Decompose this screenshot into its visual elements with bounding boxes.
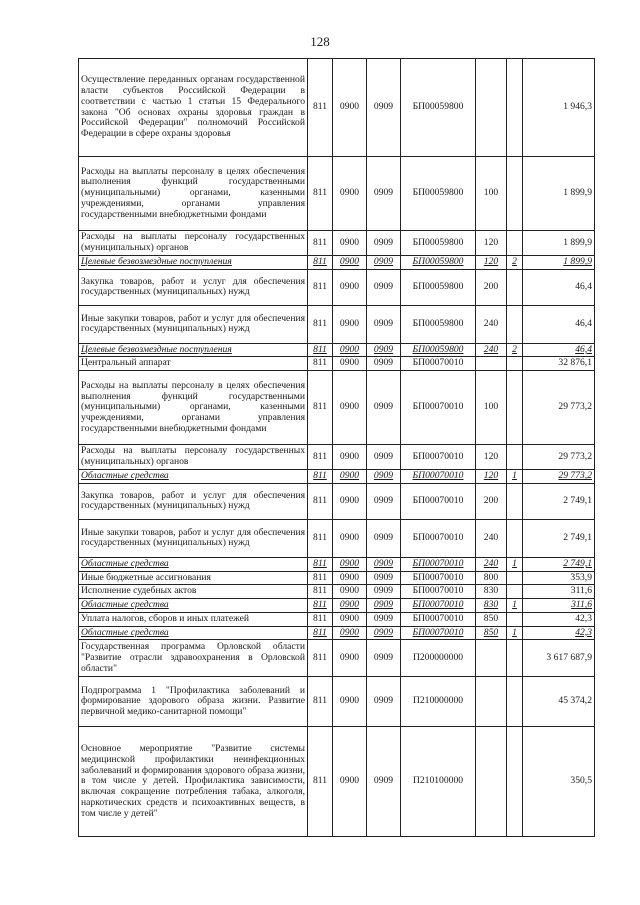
funding-source-cell (507, 519, 523, 557)
subsection-code-cell: 0909 (367, 470, 401, 484)
expense-name-cell: Основное мероприятие "Развитие системы медицинской профилактики неинфекционных заболеваний и формирования здорового образа жизни, в том числе у детей. Профилактика зависимости, включая сокращение потребления табака, алкоголя, наркотических средств и психоактивных веществ, в том числе у детей" (79, 727, 308, 837)
ministry-code-cell: 811 (308, 59, 333, 157)
expense-name-cell: Областные средства (79, 470, 308, 484)
section-code-cell: 0900 (333, 599, 367, 613)
target-article-cell: БП00059800 (401, 256, 476, 270)
expense-name-cell: Подпрограмма 1 "Профилактика заболеваний и формирование здорового образа жизни. Развитие первичной медико-санитарной помощи" (79, 677, 308, 727)
expense-type-cell (476, 357, 507, 371)
expense-type-cell: 240 (476, 519, 507, 557)
subsection-code-cell: 0909 (367, 585, 401, 599)
target-article-cell: БП00070010 (401, 612, 476, 626)
expense-name-cell: Уплата налогов, сборов и иных платежей (79, 612, 308, 626)
expense-type-cell: 850 (476, 612, 507, 626)
target-article-cell: БП00070010 (401, 626, 476, 640)
funding-source-cell (507, 157, 523, 231)
target-article-cell: БП00059800 (401, 231, 476, 256)
section-code-cell: 0900 (333, 483, 367, 519)
ministry-code-cell: 811 (308, 305, 333, 343)
subsection-code-cell: 0909 (367, 231, 401, 256)
section-code-cell: 0900 (333, 626, 367, 640)
target-article-cell: П210100000 (401, 727, 476, 837)
section-code-cell: 0900 (333, 519, 367, 557)
funding-source-cell: 1 (507, 626, 523, 640)
amount-cell: 1 899,9 (523, 157, 595, 231)
section-code-cell: 0900 (333, 59, 367, 157)
ministry-code-cell: 811 (308, 445, 333, 470)
expense-type-cell: 850 (476, 626, 507, 640)
expense-name-cell: Областные средства (79, 557, 308, 571)
ministry-code-cell: 811 (308, 157, 333, 231)
ministry-code-cell: 811 (308, 612, 333, 626)
funding-source-cell (507, 727, 523, 837)
expense-type-cell: 120 (476, 231, 507, 256)
ministry-code-cell: 811 (308, 626, 333, 640)
expense-name-cell: Расходы на выплаты персоналу в целях обеспечения выполнения функций государственными (муниципальными) органами, казенными учреждениями, органами управления государственными внебюджетными фондами (79, 371, 308, 445)
ministry-code-cell: 811 (308, 256, 333, 270)
expense-name-cell: Расходы на выплаты персоналу государственных (муниципальных) органов (79, 231, 308, 256)
expense-type-cell: 240 (476, 305, 507, 343)
funding-source-cell (507, 585, 523, 599)
expense-type-cell: 100 (476, 371, 507, 445)
table-row (79, 157, 595, 231)
table-row (79, 599, 595, 613)
table-row (79, 357, 595, 371)
funding-source-cell (507, 571, 523, 585)
table-row (79, 585, 595, 599)
expense-name-cell: Расходы на выплаты персоналу в целях обеспечения выполнения функций государственными (муниципальными) органами, казенными учреждениями, органами управления государственными внебюджетными фондами (79, 157, 308, 231)
table-row (79, 727, 595, 837)
expense-name-cell: Иные закупки товаров, работ и услуг для обеспечения государственных (муниципальных) нужд (79, 305, 308, 343)
amount-cell: 1 899,9 (523, 231, 595, 256)
amount-cell: 353,9 (523, 571, 595, 585)
subsection-code-cell: 0909 (367, 343, 401, 357)
ministry-code-cell: 811 (308, 677, 333, 727)
amount-cell: 2 749,1 (523, 483, 595, 519)
section-code-cell: 0900 (333, 585, 367, 599)
expense-type-cell: 240 (476, 343, 507, 357)
ministry-code-cell: 811 (308, 519, 333, 557)
amount-cell: 29 773,2 (523, 445, 595, 470)
expense-type-cell (476, 677, 507, 727)
subsection-code-cell: 0909 (367, 519, 401, 557)
funding-source-cell (507, 483, 523, 519)
target-article-cell: БП00070010 (401, 571, 476, 585)
amount-cell: 42,3 (523, 612, 595, 626)
table-row (79, 557, 595, 571)
expense-type-cell: 830 (476, 599, 507, 613)
amount-cell: 350,5 (523, 727, 595, 837)
funding-source-cell (507, 59, 523, 157)
amount-cell: 1 946,3 (523, 59, 595, 157)
expense-name-cell: Целевые безвозмездные поступления (79, 256, 308, 270)
amount-cell: 45 374,2 (523, 677, 595, 727)
section-code-cell: 0900 (333, 727, 367, 837)
funding-source-cell (507, 640, 523, 677)
target-article-cell: БП00070010 (401, 599, 476, 613)
expense-name-cell: Иные бюджетные ассигнования (79, 571, 308, 585)
amount-cell: 2 749,1 (523, 519, 595, 557)
funding-source-cell: 1 (507, 470, 523, 484)
section-code-cell: 0900 (333, 371, 367, 445)
subsection-code-cell: 0909 (367, 305, 401, 343)
subsection-code-cell: 0909 (367, 599, 401, 613)
subsection-code-cell: 0909 (367, 626, 401, 640)
section-code-cell: 0900 (333, 571, 367, 585)
table-row (79, 305, 595, 343)
amount-cell: 46,4 (523, 269, 595, 305)
section-code-cell: 0900 (333, 256, 367, 270)
table-row (79, 269, 595, 305)
target-article-cell: БП00070010 (401, 483, 476, 519)
table-row (79, 256, 595, 270)
expense-name-cell: Областные средства (79, 599, 308, 613)
section-code-cell: 0900 (333, 557, 367, 571)
expense-name-cell: Государственная программа Орловской области "Развитие отрасли здравоохранения в Орловской области" (79, 640, 308, 677)
table-row (79, 470, 595, 484)
target-article-cell: П210000000 (401, 677, 476, 727)
budget-table (78, 58, 595, 837)
table-row (79, 626, 595, 640)
section-code-cell: 0900 (333, 445, 367, 470)
funding-source-cell (507, 445, 523, 470)
subsection-code-cell: 0909 (367, 157, 401, 231)
amount-cell: 2 749,1 (523, 557, 595, 571)
expense-name-cell: Областные средства (79, 626, 308, 640)
budget-table-body (79, 59, 595, 837)
ministry-code-cell: 811 (308, 231, 333, 256)
ministry-code-cell: 811 (308, 640, 333, 677)
funding-source-cell: 1 (507, 557, 523, 571)
subsection-code-cell: 0909 (367, 269, 401, 305)
amount-cell: 311,6 (523, 585, 595, 599)
subsection-code-cell: 0909 (367, 357, 401, 371)
funding-source-cell: 2 (507, 343, 523, 357)
target-article-cell: БП00059800 (401, 59, 476, 157)
funding-source-cell (507, 612, 523, 626)
expense-type-cell: 240 (476, 557, 507, 571)
expense-name-cell: Центральный аппарат (79, 357, 308, 371)
section-code-cell: 0900 (333, 357, 367, 371)
ministry-code-cell: 811 (308, 371, 333, 445)
table-row (79, 519, 595, 557)
target-article-cell: БП00070010 (401, 445, 476, 470)
funding-source-cell (507, 357, 523, 371)
subsection-code-cell: 0909 (367, 571, 401, 585)
subsection-code-cell: 0909 (367, 727, 401, 837)
expense-type-cell (476, 640, 507, 677)
section-code-cell: 0900 (333, 640, 367, 677)
amount-cell: 46,4 (523, 305, 595, 343)
expense-type-cell: 120 (476, 445, 507, 470)
ministry-code-cell: 811 (308, 571, 333, 585)
funding-source-cell (507, 371, 523, 445)
ministry-code-cell: 811 (308, 585, 333, 599)
expense-type-cell: 120 (476, 470, 507, 484)
table-row (79, 445, 595, 470)
ministry-code-cell: 811 (308, 557, 333, 571)
ministry-code-cell: 811 (308, 269, 333, 305)
section-code-cell: 0900 (333, 157, 367, 231)
ministry-code-cell: 811 (308, 357, 333, 371)
target-article-cell: БП00059800 (401, 305, 476, 343)
expense-name-cell: Осуществление переданных органам государственной власти субъектов Российской Федерации в соответствии с частью 1 статьи 15 Федерального закона "Об основах охраны здоровья граждан в Российской Федерации" полномочий Российской Федерации в сфере охраны здоровья (79, 59, 308, 157)
funding-source-cell (507, 677, 523, 727)
target-article-cell: БП00059800 (401, 157, 476, 231)
funding-source-cell (507, 231, 523, 256)
section-code-cell: 0900 (333, 343, 367, 357)
amount-cell: 3 617 687,9 (523, 640, 595, 677)
target-article-cell: БП00070010 (401, 585, 476, 599)
expense-name-cell: Исполнение судебных актов (79, 585, 308, 599)
expense-type-cell: 100 (476, 157, 507, 231)
expense-type-cell (476, 727, 507, 837)
target-article-cell: БП00070010 (401, 371, 476, 445)
amount-cell: 46,4 (523, 343, 595, 357)
subsection-code-cell: 0909 (367, 483, 401, 519)
ministry-code-cell: 811 (308, 599, 333, 613)
subsection-code-cell: 0909 (367, 256, 401, 270)
ministry-code-cell: 811 (308, 483, 333, 519)
subsection-code-cell: 0909 (367, 677, 401, 727)
subsection-code-cell: 0909 (367, 612, 401, 626)
section-code-cell: 0900 (333, 612, 367, 626)
page-number: 128 (310, 34, 330, 49)
table-row (79, 483, 595, 519)
section-code-cell: 0900 (333, 470, 367, 484)
ministry-code-cell: 811 (308, 470, 333, 484)
subsection-code-cell: 0909 (367, 445, 401, 470)
amount-cell: 29 773,2 (523, 470, 595, 484)
amount-cell: 1 899,9 (523, 256, 595, 270)
expense-type-cell: 200 (476, 269, 507, 305)
subsection-code-cell: 0909 (367, 59, 401, 157)
expense-type-cell (476, 59, 507, 157)
expense-type-cell: 120 (476, 256, 507, 270)
funding-source-cell: 1 (507, 599, 523, 613)
table-row (79, 371, 595, 445)
expense-name-cell: Целевые безвозмездные поступления (79, 343, 308, 357)
expense-type-cell: 200 (476, 483, 507, 519)
expense-name-cell: Закупка товаров, работ и услуг для обеспечения государственных (муниципальных) нужд (79, 483, 308, 519)
amount-cell: 29 773,2 (523, 371, 595, 445)
funding-source-cell (507, 269, 523, 305)
expense-type-cell: 830 (476, 585, 507, 599)
expense-name-cell: Иные закупки товаров, работ и услуг для обеспечения государственных (муниципальных) нужд (79, 519, 308, 557)
funding-source-cell (507, 305, 523, 343)
table-row (79, 571, 595, 585)
table-row (79, 231, 595, 256)
amount-cell: 32 876,1 (523, 357, 595, 371)
section-code-cell: 0900 (333, 269, 367, 305)
table-row (79, 612, 595, 626)
expense-name-cell: Расходы на выплаты персоналу государственных (муниципальных) органов (79, 445, 308, 470)
target-article-cell: БП00059800 (401, 343, 476, 357)
amount-cell: 42,3 (523, 626, 595, 640)
subsection-code-cell: 0909 (367, 371, 401, 445)
table-row (79, 343, 595, 357)
table-row (79, 59, 595, 157)
target-article-cell: БП00059800 (401, 269, 476, 305)
subsection-code-cell: 0909 (367, 640, 401, 677)
subsection-code-cell: 0909 (367, 557, 401, 571)
target-article-cell: БП00070010 (401, 357, 476, 371)
target-article-cell: БП00070010 (401, 557, 476, 571)
expense-type-cell: 800 (476, 571, 507, 585)
target-article-cell: П200000000 (401, 640, 476, 677)
section-code-cell: 0900 (333, 677, 367, 727)
section-code-cell: 0900 (333, 231, 367, 256)
target-article-cell: БП00070010 (401, 470, 476, 484)
ministry-code-cell: 811 (308, 727, 333, 837)
funding-source-cell: 2 (507, 256, 523, 270)
expense-name-cell: Закупка товаров, работ и услуг для обеспечения государственных (муниципальных) нужд (79, 269, 308, 305)
table-row (79, 677, 595, 727)
amount-cell: 311,6 (523, 599, 595, 613)
section-code-cell: 0900 (333, 305, 367, 343)
ministry-code-cell: 811 (308, 343, 333, 357)
target-article-cell: БП00070010 (401, 519, 476, 557)
table-row (79, 640, 595, 677)
